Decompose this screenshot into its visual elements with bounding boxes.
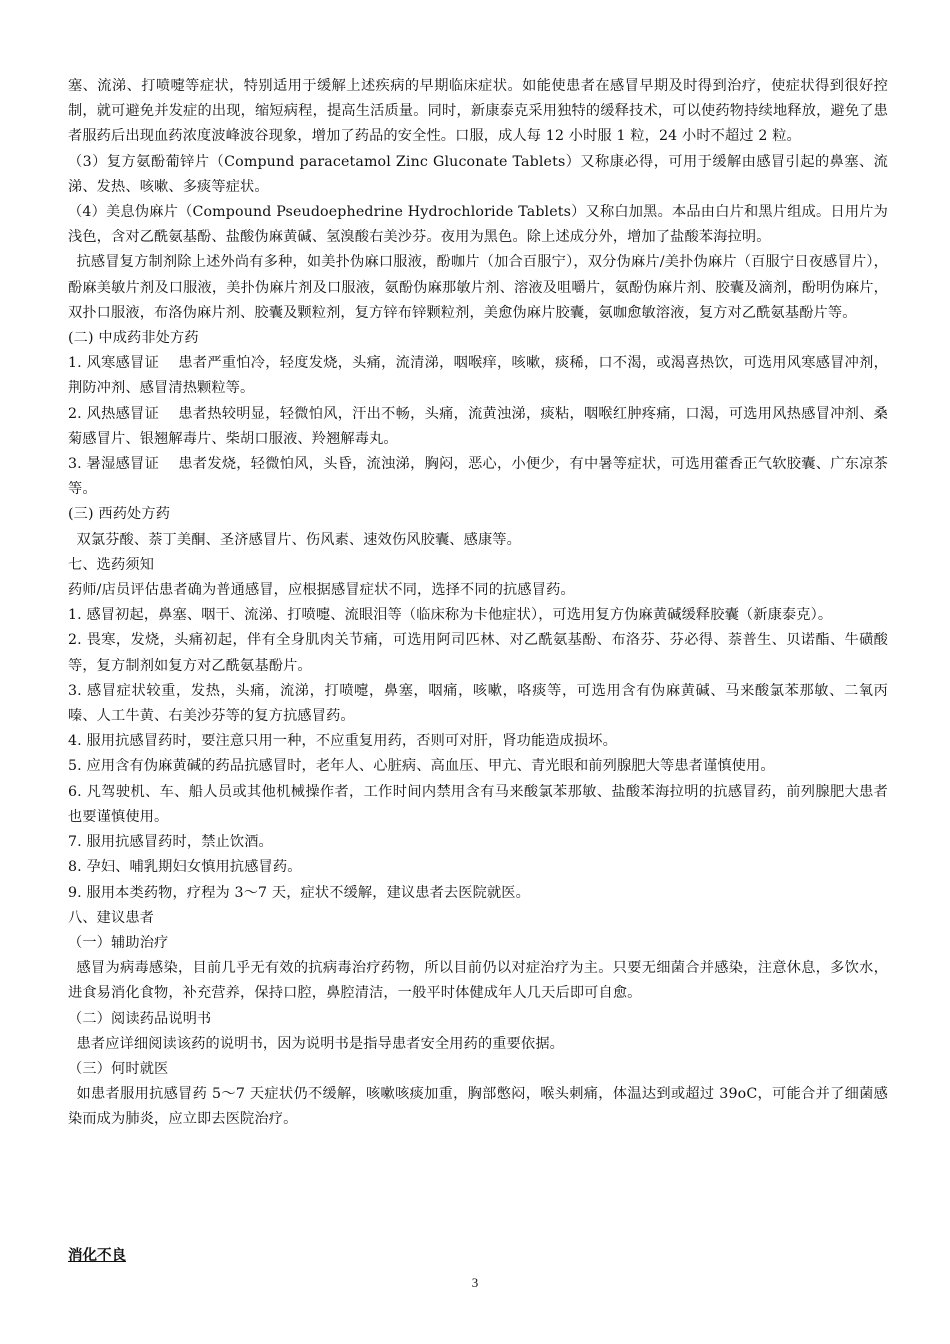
paragraph-western-rx-list: 双氯芬酸、萘丁美酮、圣济感冒片、伤风素、速效伤风胶囊、感康等。: [76, 531, 521, 548]
list-item-2: 2. 畏寒，发烧，头痛初起，伴有全身肌肉关节痛，可选用阿司匹林、对乙酰氨基酚、布洛芬、芬必得、萘普生、贝诺酯、牛磺酸等，复方制剂如复方对乙酰氨基酚片。: [68, 632, 888, 674]
section-heading-8: 八、建议患者: [68, 909, 155, 926]
paragraph-when-to-see-doctor: 如患者服用抗感冒药 5～7 天症状仍不缓解，咳嗽咳痰加重，胸部憋闷，喉头刺痛，体温达到或超过 39oC，可能合并了细菌感染而成为肺炎，应立即去医院治疗。: [68, 1086, 888, 1128]
subheading-read-instructions: （二）阅读药品说明书: [68, 1010, 212, 1027]
next-section-heading: 消化不良: [68, 1248, 126, 1264]
paragraph-item-4: （4）美息伪麻片（Compound Pseudoephedrine Hydrochloride Tablets）又称白加黑。本品由白片和黑片组成。日用片为浅色，含对乙酰氨基酚、盐酸伪麻黄碱、氢溴酸右美沙芬。夜用为黑色。除上述成分外，增加了盐酸苯海拉明。: [68, 204, 888, 246]
list-item-9: 9. 服用本类药物，疗程为 3～7 天，症状不缓解，建议患者去医院就医。: [68, 884, 530, 901]
list-item-8: 8. 孕妇、哺乳期妇女慎用抗感冒药。: [68, 859, 302, 876]
paragraph-read-instructions: 患者应详细阅读该药的说明书，因为说明书是指导患者安全用药的重要依据。: [76, 1035, 564, 1052]
page-number: 3: [471, 1275, 479, 1290]
subheading-when-to-see-doctor: （三）何时就医: [68, 1060, 169, 1077]
paragraph-continuation: 塞、流涕、打喷嚏等症状，特别适用于缓解上述疾病的早期临床症状。如能使患者在感冒早期及时得到治疗，使症状得到很好控制，就可避免并发症的出现，缩短病程，提高生活质量。同时，新康泰克采用独特的缓释技术，可以使药物持续地释放，避免了患者服药后出现血药浓度波峰波谷现象，增加了药品的安全性。口服，成人每 12 小时服 1 粒，24 小时不超过 2 粒。: [68, 78, 888, 145]
list-item-4: 4. 服用抗感冒药时，要注意只用一种，不应重复用药，否则可对肝，肾功能造成损坏。: [68, 733, 617, 750]
list-item-5: 5. 应用含有伪麻黄碱的药品抗感冒时，老年人、心脏病、高血压、甲亢、青光眼和前列腺肥大等患者谨慎使用。: [68, 758, 775, 775]
list-item-3: 3. 感冒症状较重，发热，头痛，流涕，打喷嚏，鼻塞，咽痛，咳嗽，咯痰等，可选用含有伪麻黄碱、马来酸氯苯那敏、二氧丙嗪、人工牛黄、右美沙芬等的复方抗感冒药。: [68, 682, 888, 725]
subheading-adjunct-treatment: （一）辅助治疗: [68, 934, 169, 951]
list-item-6: 6. 凡驾驶机、车、船人员或其他机械操作者，工作时间内禁用含有马来酸氯苯那敏、盐酸苯海拉明的抗感冒药，前列腺肥大患者也要谨慎使用。: [68, 783, 888, 825]
section-heading-western-rx: (三) 西药处方药: [68, 506, 171, 523]
list-item-7: 7. 服用抗感冒药时，禁止饮酒。: [68, 834, 273, 851]
section-heading-tcm-otc: (二) 中成药非处方药: [68, 330, 199, 347]
paragraph-intro: 药师/店员评估患者确为普通感冒，应根据感冒症状不同，选择不同的抗感冒药。: [68, 582, 575, 599]
document-body: [68, 74, 888, 1133]
paragraph-compound-list: 抗感冒复方制剂除上述外尚有多种，如美扑伪麻口服液，酚咖片（加合百服宁），双分伪麻片/美扑伪麻片（百服宁日夜感冒片），酚麻美敏片剂及口服液，美扑伪麻片剂及口服液，氨酚伪麻那敏片剂、溶液及咀嚼片，氨酚伪麻片剂、胶囊及滴剂，酚明伪麻片，双扑口服液，布洛伪麻片剂、胶囊及颗粒剂，复方锌布锌颗粒剂，美愈伪麻片胶囊，氨咖愈敏溶液，复方对乙酰氨基酚片等。: [68, 254, 888, 321]
list-item-summer-damp: 3. 暑湿感冒证 患者发烧，轻微怕风，头昏，流浊涕，胸闷，恶心，小便少，有中暑等症状，可选用藿香正气软胶囊、广东凉茶等。: [68, 456, 888, 498]
list-item-1: 1. 感冒初起，鼻塞、咽干、流涕、打喷嚏、流眼泪等（临床称为卡他症状），可选用复方伪麻黄碱缓释胶囊（新康泰克）。: [68, 607, 833, 624]
section-heading-7: 七、选药须知: [68, 556, 155, 573]
list-item-wind-cold: 1. 风寒感冒证 患者严重怕冷，轻度发烧，头痛，流清涕，咽喉痒，咳嗽，痰稀，口不渴，或渴喜热饮，可选用风寒感冒冲剂，荆防冲剂、感冒清热颗粒等。: [68, 355, 888, 397]
paragraph-adjunct-treatment: 感冒为病毒感染，目前几乎无有效的抗病毒治疗药物，所以目前仍以对症治疗为主。只要无细菌合并感染，注意休息，多饮水，进食易消化食物，补充营养，保持口腔，鼻腔清洁，一般平时体健成年人几天后即可自愈。: [68, 960, 888, 1002]
list-item-wind-heat: 2. 风热感冒证 患者热较明显，轻微怕风，汗出不畅，头痛，流黄浊涕，痰粘，咽喉红肿疼痛，口渴，可选用风热感冒冲剂、桑菊感冒片、银翘解毒片、柴胡口服液、羚翘解毒丸。: [68, 405, 888, 447]
paragraph-item-3: （3）复方氨酚葡锌片（Compund paracetamol Zinc Gluconate Tablets）又称康必得，可用于缓解由感冒引起的鼻塞、流涕、发热、咳嗽、多痰等症状。: [68, 153, 888, 195]
